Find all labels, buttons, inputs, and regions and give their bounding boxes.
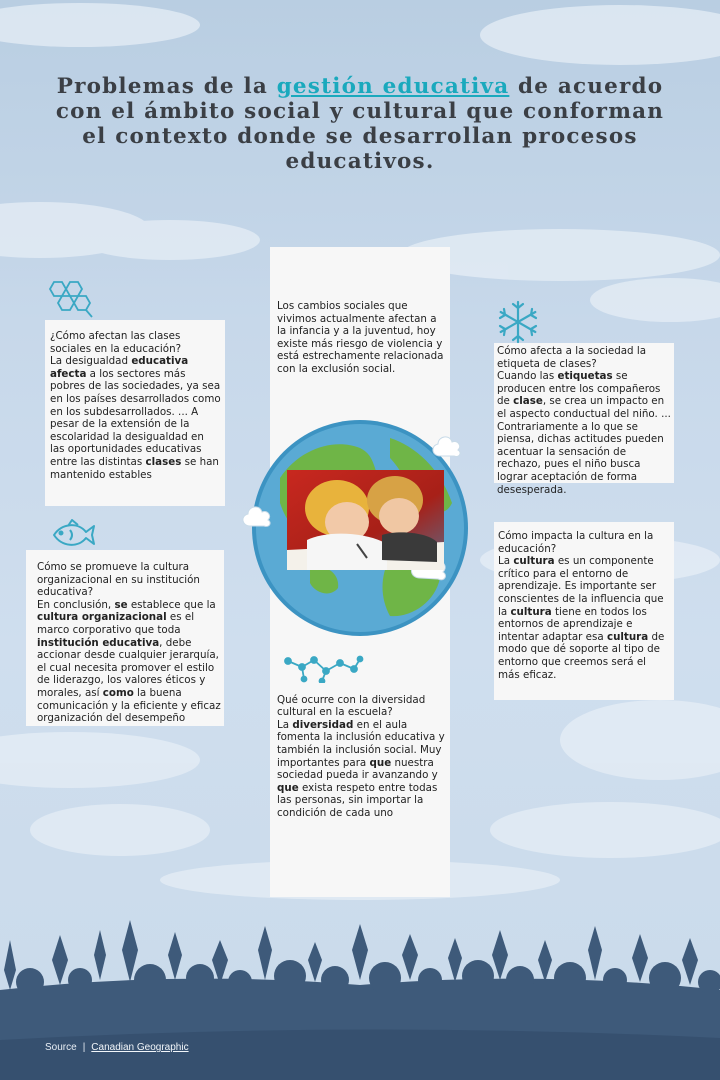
text-span: a los sectores más pobres de las sociedades, ya sea en los países desarrollados como en los subdesarrollados. ... A pesar de la extensión de la escolaridad la desigualdad en las oportunidades educativas entre las distintas (50, 367, 221, 468)
text-span: establece que la (127, 598, 216, 611)
card-etiqueta-question: Cómo afecta a la sociedad la etiqueta de clases? (497, 345, 647, 370)
title-highlight-link[interactable]: gestión educativa (276, 74, 510, 99)
molecule-chain-icon (282, 655, 366, 683)
text-span: En conclusión, (37, 598, 115, 611)
text-span: La (277, 718, 293, 731)
text-span: tiene en todos los entornos de aprendizaje e intentar adaptar esa (498, 605, 647, 643)
bold-span: institución educativa (37, 636, 160, 649)
text-span: nuestra sociedad pueda ir avanzando y (277, 756, 438, 782)
text-span: , se crea un impacto en el aspecto conductual del niño. ... Contrariamente a lo que se piensa, dichas actitudes pueden acentuar la sensación de rechazo, pues el niño busca lograr aceptación de forma desesperada. (497, 395, 671, 496)
text-span: se producen entre los compañeros de (497, 370, 661, 408)
bold-span: cultura (606, 630, 649, 643)
text-span: en el aula fomenta la inclusión educativa y también la inclusión social. Muy importantes para (277, 718, 445, 769)
snowflake-icon (496, 300, 540, 344)
bold-span: educativa afecta (50, 355, 189, 380)
card-cultura-org-question: Cómo se promueve la cultura organizacional en su institución educativa? (37, 561, 200, 599)
bold-span: que (277, 781, 299, 794)
bold-span: diversidad (292, 718, 354, 731)
card-clases-question: ¿Cómo afectan las clases sociales en la educación? (50, 330, 182, 355)
text-span: La desigualdad (50, 355, 132, 368)
text-span: es el marco corporativo que toda (37, 611, 195, 636)
card-cultura-organizacional (26, 550, 224, 726)
bold-span: clases (145, 455, 182, 468)
bold-span: se (114, 598, 128, 611)
bold-span: clase (513, 395, 543, 408)
bold-span: que (369, 756, 392, 769)
bold-span: etiquetas (557, 370, 613, 383)
card-impacto-answer (498, 555, 671, 681)
text-span: exista respeto entre todas las personas, sin importar la condición de cada uno (277, 781, 438, 819)
fish-icon (48, 518, 98, 552)
source-label: Source (45, 1042, 77, 1053)
page-title (40, 74, 680, 174)
card-diversidad-answer (277, 719, 448, 820)
card-cultura-org-answer (37, 599, 221, 725)
card-diversidad-question: Qué ocurre con la diversidad cultural en la escuela? (277, 693, 426, 719)
card-impacto-cultura (494, 522, 674, 700)
source-footer (45, 1042, 189, 1053)
text-span: la buena comunicación y la eficiente y eficaz organización del desempeño (37, 686, 221, 725)
title-prefix: Problemas de la (56, 74, 277, 99)
text-span: , debe accionar desde cualquier jerarquía, el cual necesita promover el estilo de liderazgo, los valores éticos y morales, así (37, 636, 219, 699)
bold-span: cultura (510, 605, 552, 618)
card-cambios-sociales-text: Los cambios sociales que vivimos actualmente afectan a la infancia y a la juventud, hoy existe más riesgo de violencia y está estrechamente relacionada con la exclusión social. (277, 300, 444, 375)
hexagon-molecule-icon (44, 280, 96, 320)
bold-span: cultura (513, 555, 555, 568)
card-etiqueta-answer (497, 370, 671, 496)
text-span: es un componente crítico para el entorno de aprendizaje. Es importante ser conscientes de la influencia que la (498, 555, 664, 618)
bold-span: cultura organizacional (37, 611, 167, 624)
children-drawing-photo (287, 470, 444, 570)
text-span: Cuando las (497, 370, 558, 383)
text-span: de modo que dé soporte al tipo de entorno que creemos será el más eficaz. (498, 630, 665, 681)
card-diversidad-body (277, 694, 448, 820)
card-clases-answer (50, 355, 221, 481)
card-clases-sociales (45, 320, 225, 506)
card-impacto-question: Cómo impacta la cultura en la educación? (498, 530, 654, 555)
title-suffix: de acuerdo con el ámbito social y cultural que conforman el contexto donde se desarrollan procesos educativos. (55, 74, 665, 174)
forest-silhouette (0, 920, 720, 1080)
source-separator: | (82, 1042, 86, 1053)
bold-span: como (102, 686, 134, 699)
source-link[interactable]: Canadian Geographic (91, 1042, 189, 1053)
text-span: se han mantenido estables (50, 455, 219, 481)
card-etiqueta-clases (494, 343, 674, 496)
text-span: La (498, 555, 514, 568)
